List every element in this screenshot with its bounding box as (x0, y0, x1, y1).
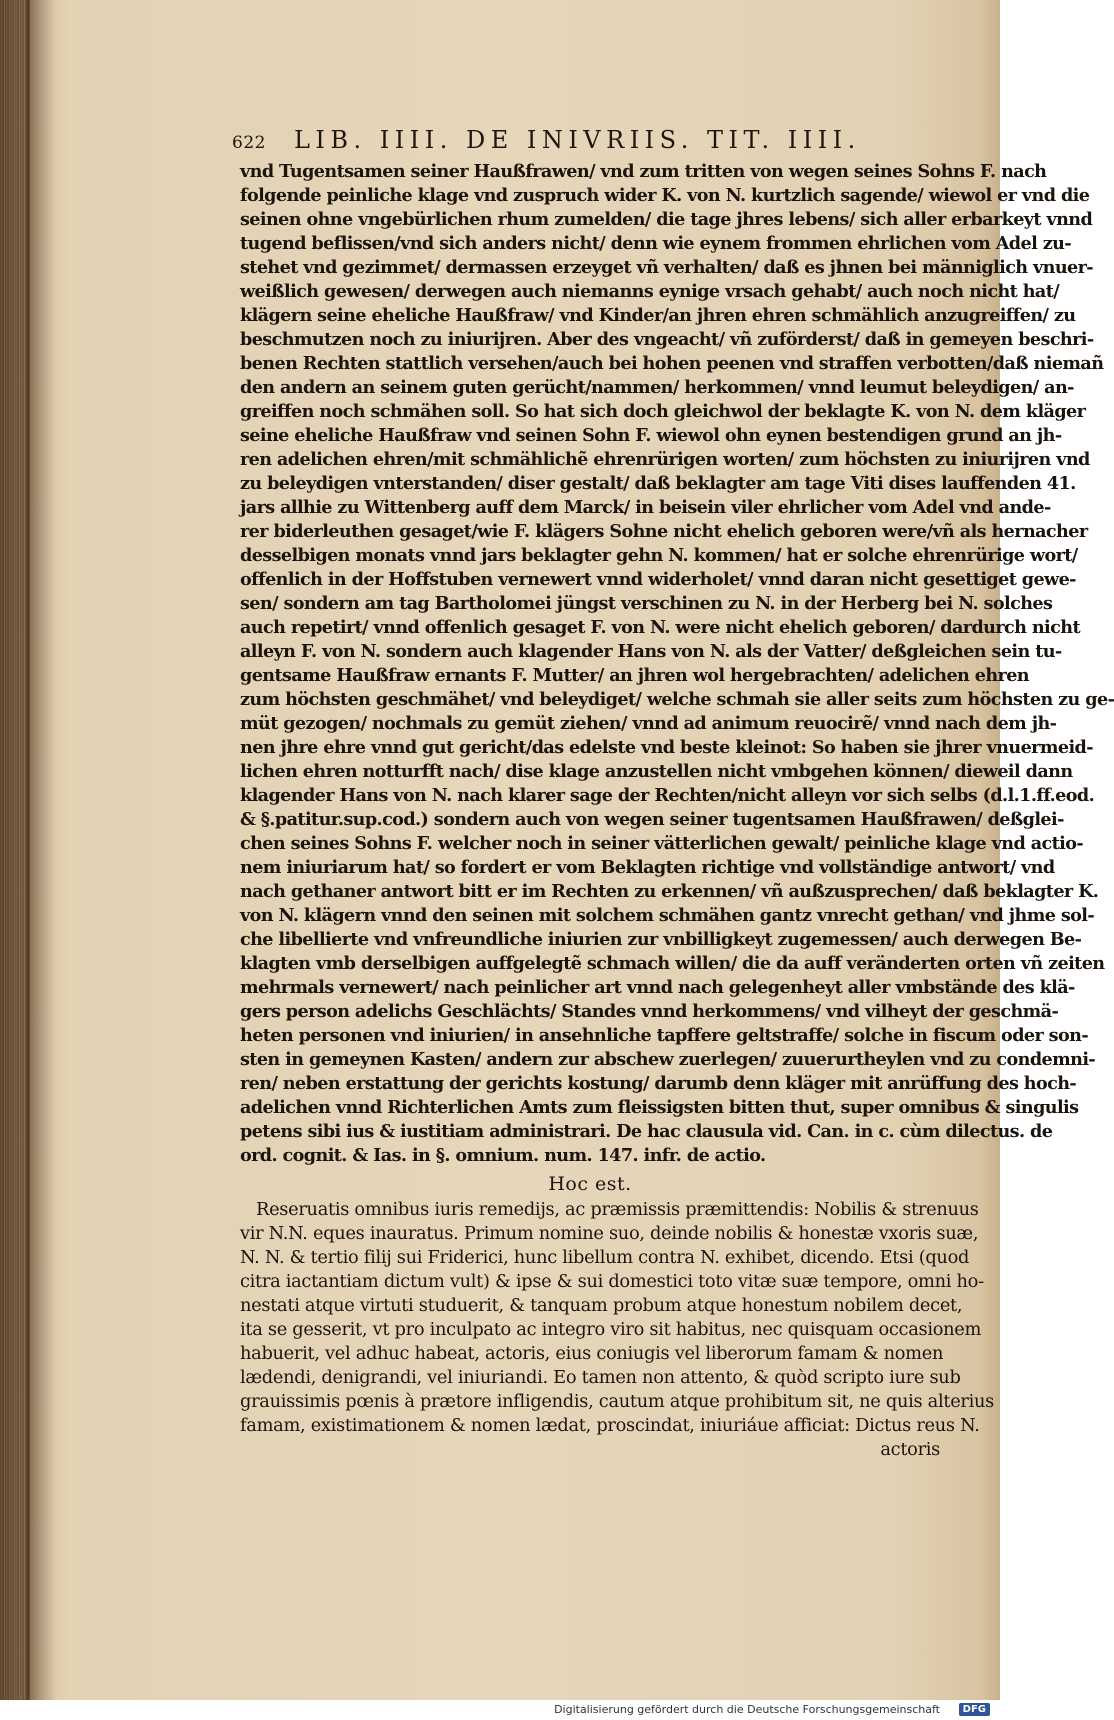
text-line: nach gethaner antwort bitt er im Rechten zu erkennen/ vñ außzusprechen/ daß beklagter K. (240, 881, 1099, 902)
text-line: ren/ neben erstattung der gerichts kostung/ darumb denn kläger mit anrüffung des hoch- (240, 1073, 1077, 1094)
text-line: den andern an seinem guten gerücht/nammen/ herkommen/ vnnd leumut beleydigen/ an- (240, 377, 1074, 398)
text-line: tugend beflissen/vnd sich anders nicht/ denn wie eynem frommen ehrlichen vom Adel zu- (240, 233, 1071, 254)
text-line: che libellierte vnd vnfreundliche iniurien zur vnbilligkeyt zugemessen/ auch derwegen Be- (240, 929, 1082, 950)
text-line: heten personen vnd iniurien/ in ansehnliche tapffere geltstraffe/ solche in fiscum oder son- (240, 1025, 1089, 1046)
text-line: gentsame Haußfraw ernants F. Mutter/ an jhren wol hergebrachten/ adelichen ehren (240, 665, 1030, 686)
text-line: actoris (880, 1439, 940, 1460)
german-text-block (240, 160, 1114, 1168)
text-line: beschmutzen noch zu iniurijren. Aber des vngeacht/ vñ zuförderst/ daß in gemeyen beschri- (240, 329, 1094, 350)
latin-heading: Hoc est. (548, 1173, 632, 1195)
text-line: chen seines Sohns F. welcher noch in seiner vätterlichen gewalt/ peinliche klage vnd actio- (240, 833, 1084, 854)
text-line: vir N.N. eques inauratus. Primum nomine suo, deinde nobilis & honestæ vxoris suæ, (240, 1223, 979, 1244)
text-line: sten in gemeynen Kasten/ andern zur abschew zuerlegen/ zuuerurtheylen vnd zu condemni- (240, 1049, 1096, 1070)
text-line: ord. cognit. & Ias. in §. omnium. num. 147. infr. de actio. (240, 1145, 766, 1166)
text-line: petens sibi ius & iustitiam administrari. De hac clausula vid. Can. in c. cùm dilectus. de (240, 1121, 1053, 1142)
text-line: & §.patitur.sup.cod.) sondern auch von wegen seiner tugentsamen Haußfrawen/ deßglei- (240, 809, 1064, 830)
text-line: alleyn F. von N. sondern auch klagender Hans von N. als der Vatter/ deßgleichen sein tu- (240, 641, 1062, 662)
text-line: grauissimis pœnis à prætore infligendis, cautum atque prohibitum sit, ne quis alterius (240, 1391, 994, 1412)
text-line: von N. klägern vnnd den seinen mit solchem schmähen gantz vnrecht gethan/ vnd jhme sol- (240, 905, 1095, 926)
text-line: N. N. & tertio filij sui Friderici, hunc libellum contra N. exhibet, dicendo. Etsi (quod (240, 1247, 970, 1268)
text-line: famam, existimationem & nomen lædat, proscindat, iniuriáue afficiat: Dictus reus N. (240, 1415, 980, 1436)
text-line: benen Rechten stattlich versehen/auch bei hohen peenen vnd straffen verbotten/daß niemañ (240, 353, 1104, 374)
text-line: gers person adelichs Geschlächts/ Standes vnnd herkommens/ vnd vilheyt der geschmä- (240, 1001, 1059, 1022)
page-header (232, 126, 952, 154)
text-line: desselbigen monats vnnd jars beklagter gehn N. kommen/ hat er solche ehrenrürige wort/ (240, 545, 1078, 566)
text-line: folgende peinliche klage vnd zuspruch wider K. von N. kurtzlich sagende/ wiewol er vnd die (240, 185, 1090, 206)
text-line: klagten vmb derselbigen auffgelegtẽ schmach willen/ die da auff veränderten orten vñ zeiten (240, 953, 1105, 974)
footer (0, 1700, 1000, 1720)
text-line: jars allhie zu Wittenberg auff dem Marck/ in beisein viler ehrlicher vom Adel vnd ande- (240, 497, 1051, 518)
text-line: weißlich gewesen/ derwegen auch niemanns eynige vrsach gehabt/ auch noch nicht hat/ (240, 281, 1060, 302)
text-line: ren adelichen ehren/mit schmählichẽ ehrenrürigen worten/ zum höchsten zu iniurijren vnd (240, 449, 1090, 470)
text-line: sen/ sondern am tag Bartholomei jüngst verschinen zu N. in der Herberg bei N. solches (240, 593, 1053, 614)
text-line: mehrmals vernewert/ nach peinlicher art vnnd nach gelegenheyt aller vmbstände des klä- (240, 977, 1075, 998)
text-line: greiffen noch schmähen soll. So hat sich doch gleichwol der beklagte K. von N. dem kläger (240, 401, 1086, 422)
text-line: müt gezogen/ nochmals zu gemüt ziehen/ vnnd ad animum reuocirẽ/ vnnd nach dem jh- (240, 713, 1057, 734)
text-line: offenlich in der Hoffstuben vernewert vnnd widerholet/ vnnd daran nicht gesettiget gewe- (240, 569, 1076, 590)
text-line: lædendi, denigrandi, vel iniuriandi. Eo tamen non attento, & quòd scripto iure sub (240, 1367, 961, 1388)
text-line: klagender Hans von N. nach klarer sage der Rechten/nicht alleyn vor sich selbs (d.l.1.ff.eod. (240, 785, 1095, 806)
running-head: LIB. IIII. DE INIVRIIS. TIT. IIII. (293, 126, 861, 154)
text-line: citra iactantiam dictum vult) & ipse & sui domestici toto vitæ suæ tempore, omni ho- (240, 1271, 984, 1292)
text-line: klägern seine eheliche Haußfraw/ vnd Kinder/an jhren ehren schmählich anzugreiffen/ zu (240, 305, 1076, 326)
text-line: Reseruatis omnibus iuris remedijs, ac præmissis præmittendis: Nobilis & strenuus (256, 1199, 979, 1220)
text-line: auch repetirt/ vnnd offenlich gesaget F. von N. were nicht ehelich geboren/ dardurch nicht (240, 617, 1080, 638)
text-line: lichen ehren notturfft nach/ dise klage anzustellen nicht vmbgehen können/ dieweil dann (240, 761, 1073, 782)
footer-credit: Digitalisierung gefördert durch die Deutsche Forschungsgemeinschaft (554, 1703, 940, 1716)
text-line: seine eheliche Haußfraw vnd seinen Sohn F. wiewol ohn eynen bestendigen grund an jh- (240, 425, 1062, 446)
text-line: zum höchsten geschmähet/ vnd beleydiget/ welche schmah sie aller seits zum höchsten zu ge- (240, 689, 1114, 710)
text-line: habuerit, vel adhuc habeat, actoris, eius coniugis vel liberorum famam & nomen (240, 1343, 944, 1364)
text-line: adelichen vnnd Richterlichen Amts zum fleissigsten bitten thut, super omnibus & singulis (240, 1097, 1079, 1118)
text-line: nen jhre ehre vnnd gut gericht/das edelste vnd beste kleinot: So haben sie jhrer vnuermeid- (240, 737, 1093, 758)
latin-text-block (240, 1198, 994, 1462)
text-line: ita se gesserit, vt pro inculpato ac integro viro sit habitus, nec quisquam occasionem (240, 1319, 982, 1340)
text-line: nem iniuriarum hat/ so fordert er vom Beklagten richtige vnd vollständige antwort/ vnd (240, 857, 1055, 878)
text-line: rer biderleuthen gesaget/wie F. klägers Sohne nicht ehelich geboren were/vñ als hernacher (240, 521, 1088, 542)
text-line: vnd Tugentsamen seiner Haußfrawen/ vnd zum tritten von wegen seines Sohns F. nach (240, 161, 1047, 182)
page-number: 622 (232, 133, 266, 153)
text-line: zu beleydigen vnterstanden/ diser gestalt/ daß beklagter am tage Viti dises lauffenden 41. (240, 473, 1076, 494)
text-line: nestati atque virtuti studuerit, & tanquam probum atque honestum nobilem decet, (240, 1295, 963, 1316)
body-text (240, 160, 1114, 1462)
dfg-logo: DFG (959, 1703, 990, 1716)
text-line: stehet vnd gezimmet/ dermassen erzeyget vñ verhalten/ daß es jhnen bei männiglich vnuer- (240, 257, 1093, 278)
text-line: seinen ohne vngebürlichen rhum zumelden/ die tage jhres lebens/ sich aller erbarkeyt vnnd (240, 209, 1093, 230)
gutter-shadow (26, 0, 56, 1700)
